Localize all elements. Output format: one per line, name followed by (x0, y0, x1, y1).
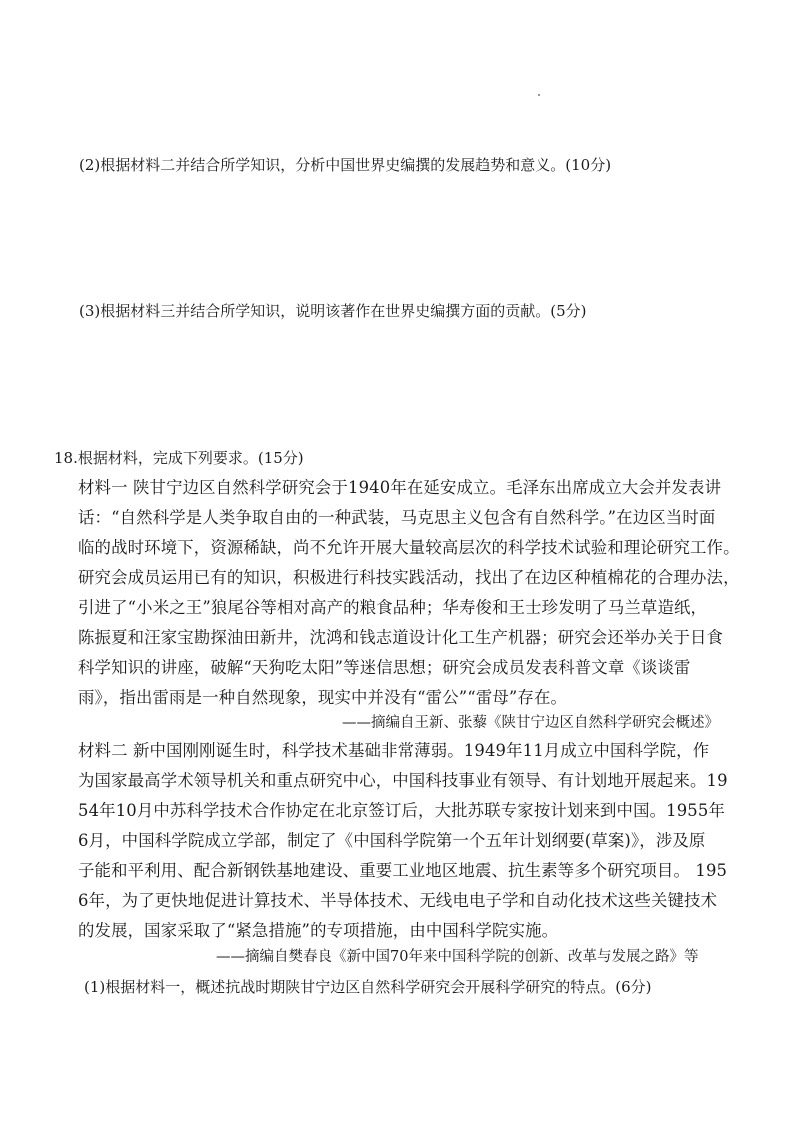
material-1-line: 科学知识的讲座，破解“天狗吃太阳”等迷信思想；研究会成员发表科普文章《谈谈雷 (78, 658, 691, 677)
material-2-line: 为国家最高学术领导机关和重点研究中心，中国科技事业有领导、有计划地开展起来。19 (78, 771, 728, 790)
scan-speck (538, 94, 540, 96)
material-2-line: 6月，中国科学院成立学部，制定了《中国科学院第一个五年计划纲要(草案)》，涉及原 (78, 831, 706, 850)
question-18-header: 18.根据材料，完成下列要求。(15分) (54, 449, 304, 467)
question-17-3: (3)根据材料三并结合所学知识，说明该著作在世界史编撰方面的贡献。(5分) (79, 302, 587, 320)
material-1-line: 临的战时环境下，资源稀缺，尚不允许开展大量较高层次的科学技术试验和理论研究工作。 (78, 538, 740, 557)
material-1-line: 话：“自然科学是人类争取自由的一种武装，马克思主义包含有自然科学。”在边区当时面 (78, 508, 716, 527)
material-1-line: 引进了“小米之王”狼尾谷等相对高产的粮食品种；华寿俊和王士珍发明了马兰草造纸， (78, 598, 708, 617)
material-1-line: 雨》，指出雷雨是一种自然现象，现实中并没有“雷公”“雷母”存在。 (78, 688, 568, 707)
question-17-2: (2)根据材料二并结合所学知识，分析中国世界史编撰的发展趋势和意义。(10分) (79, 156, 612, 174)
material-2-line: 材料二 新中国刚刚诞生时，科学技术基础非常薄弱。1949年11月成立中国科学院，作 (78, 741, 710, 760)
material-1-source: ——摘编自王新、张藜《陕甘宁边区自然科学研究会概述》 (342, 715, 719, 731)
material-1-line: 研究会成员运用已有的知识，积极进行科技实践活动，找出了在边区种植棉花的合理办法， (78, 568, 740, 587)
material-2-line: 的发展，国家采取了“紧急措施”的专项措施，由中国科学院实施。 (78, 921, 559, 940)
material-2-source: ——摘编自樊春良《新中国70年来中国科学院的创新、改革与发展之路》等 (216, 949, 699, 965)
material-2-line: 6年，为了更快地促进计算技术、半导体技术、无线电电子学和自动化技术这些关键技术 (78, 891, 718, 910)
material-2-line: 子能和平利用、配合新钢铁基地建设、重要工业地区地震、抗生素等多个研究项目。 195 (78, 861, 728, 880)
question-18-1: (1)根据材料一，概述抗战时期陕甘宁边区自然科学研究会开展科学研究的特点。(6分) (84, 978, 652, 996)
material-2-line: 54年10月中苏科学技术合作协定在北京签订后，大批苏联专家按计划来到中国。1955年 (78, 801, 726, 820)
material-1-line: 陈振夏和汪家宝勘探油田新井，沈鸿和钱志道设计化工生产机器；研究会还举办关于日食 (78, 628, 724, 647)
material-1-line: 材料一 陕甘宁边区自然科学研究会于1940年在延安成立。毛泽东出席成立大会并发表讲 (78, 478, 722, 497)
